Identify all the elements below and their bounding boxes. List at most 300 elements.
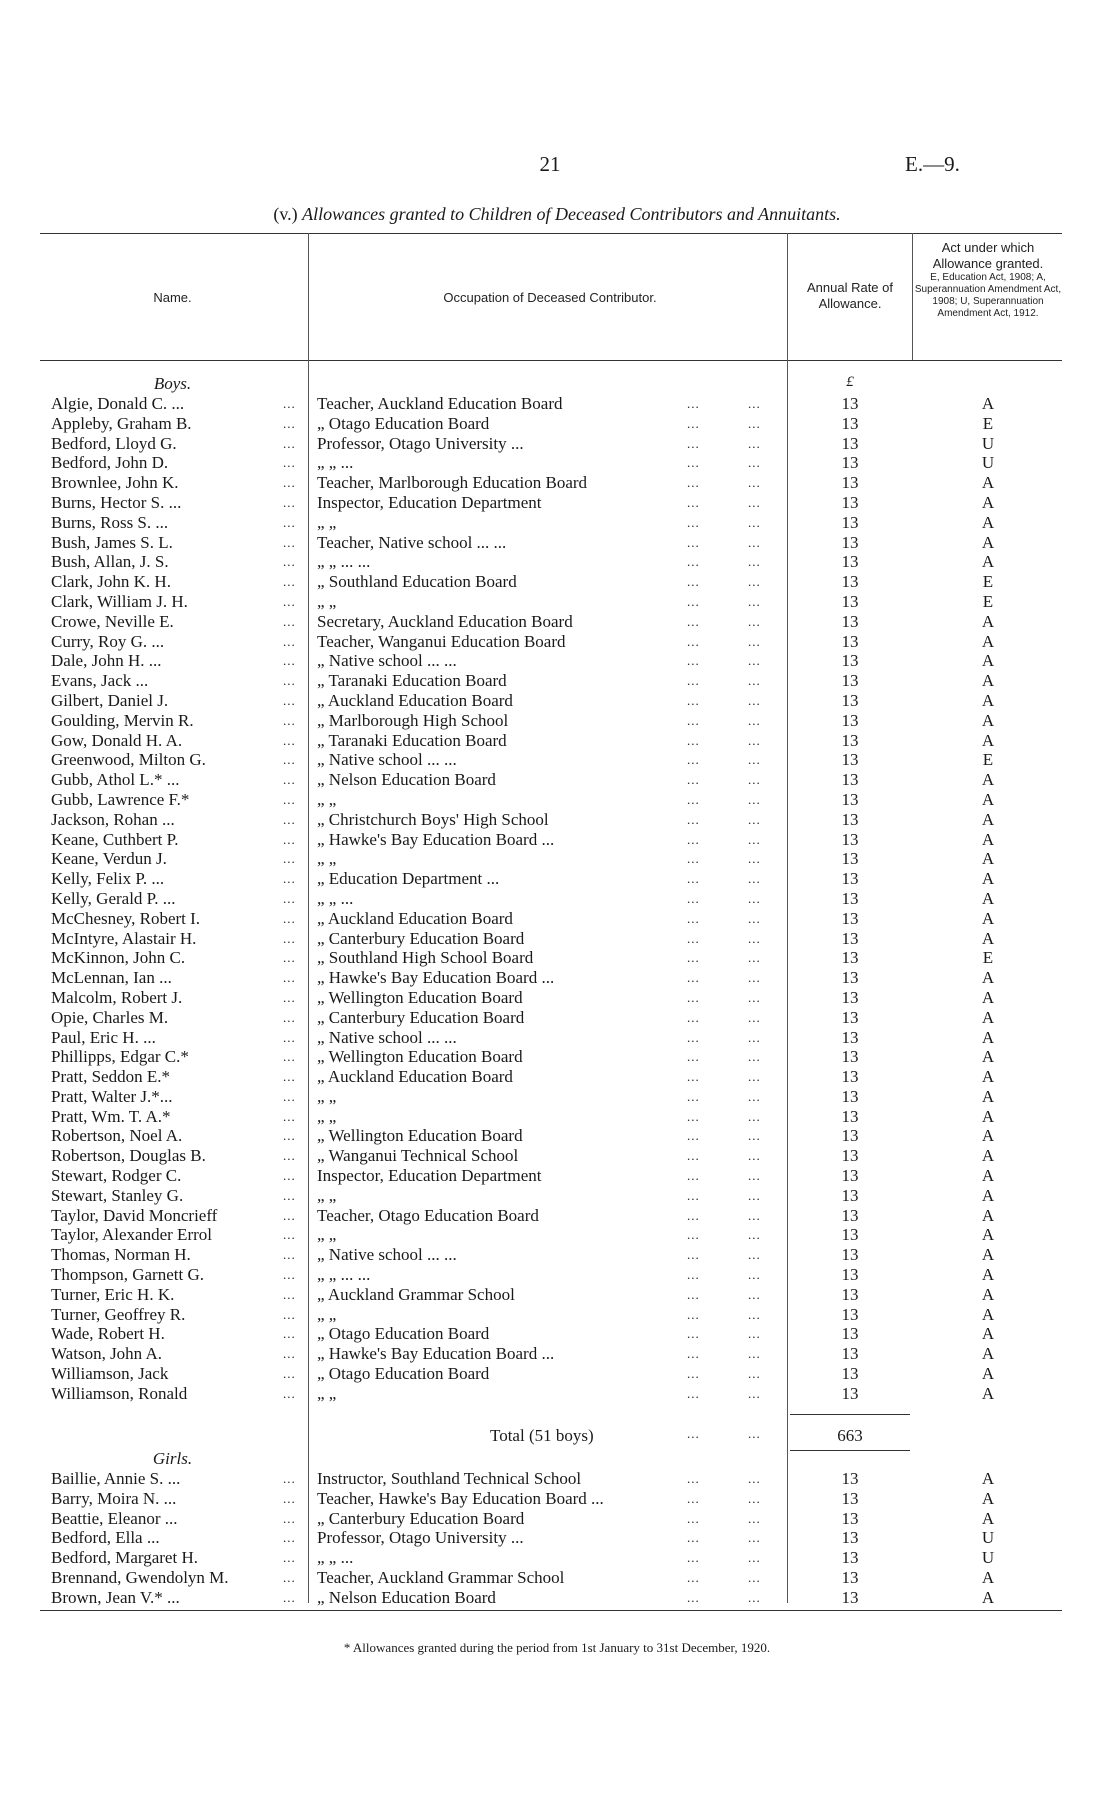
- annual-rate: 13: [841, 869, 859, 889]
- leader-dots: ...: [687, 1346, 700, 1362]
- leader-dots: ...: [748, 732, 761, 748]
- occupation: „ „ ...: [317, 888, 354, 908]
- annual-rate: 13: [841, 671, 859, 691]
- section-label-boys: Boys.: [153, 374, 192, 393]
- child-name: Gubb, Athol L.* ...: [51, 770, 180, 790]
- annual-rate: 13: [841, 1007, 859, 1027]
- child-name: Baillie, Annie S. ...: [51, 1469, 181, 1488]
- leader-dots: ...: [687, 1128, 700, 1144]
- table-row: [0, 1008, 1114, 1028]
- column-header-act-detail: E, Education Act, 1908; A, Superannuation Amendment Act, 1908; U, Superannuation Amendment Act, 1912.: [914, 272, 1062, 319]
- occupation: „ Canterbury Education Board: [317, 928, 525, 948]
- leader-dots: ...: [687, 752, 700, 768]
- leader-dots: ...: [687, 1267, 700, 1283]
- annual-rate: 13: [841, 789, 859, 809]
- leader-dots: ...: [283, 534, 296, 550]
- leader-dots: ...: [283, 871, 296, 887]
- occupation: „ Otago Education Board: [317, 1324, 490, 1344]
- act-code: A: [981, 1086, 995, 1106]
- table-row: [0, 632, 1114, 652]
- occupation: „ Otago Education Board: [317, 1364, 490, 1384]
- leader-dots: ...: [687, 1247, 700, 1263]
- table-row: [0, 1225, 1114, 1245]
- leader-dots: ...: [687, 1286, 700, 1302]
- boys-total-value: 663: [837, 1426, 863, 1445]
- leader-dots: ...: [748, 633, 761, 649]
- leader-dots: ...: [748, 1346, 761, 1362]
- child-name: Greenwood, Milton G.: [51, 750, 206, 770]
- leader-dots: ...: [283, 890, 296, 906]
- annual-rate: 13: [841, 1205, 859, 1225]
- leader-dots: ...: [687, 811, 700, 827]
- child-name: Keane, Cuthbert P.: [51, 829, 179, 849]
- table-row: [0, 968, 1114, 988]
- occupation: „ „: [317, 1383, 337, 1403]
- annual-rate: 13: [841, 1225, 859, 1245]
- occupation: Inspector, Education Department: [317, 492, 542, 512]
- total-bottom-rule: [790, 1450, 910, 1451]
- leader-dots: ...: [283, 633, 296, 649]
- currency-symbol: £: [846, 374, 854, 390]
- table-row: [0, 988, 1114, 1008]
- table-row: [0, 394, 1114, 414]
- occupation: „ Nelson Education Board: [317, 1587, 496, 1607]
- annual-rate: 13: [841, 631, 859, 651]
- child-name: Barry, Moira N. ...: [51, 1488, 177, 1508]
- leader-dots: ...: [687, 1326, 700, 1342]
- act-code: A: [981, 1567, 995, 1587]
- act-code: A: [981, 1126, 995, 1146]
- leader-dots: ...: [748, 791, 761, 807]
- occupation: „ „: [317, 591, 337, 611]
- act-code: A: [981, 968, 995, 988]
- leader-dots: ...: [283, 396, 296, 411]
- occupation: Teacher, Native school ... ...: [317, 532, 507, 552]
- table-row: [0, 1047, 1114, 1067]
- child-name: Bedford, Margaret H.: [51, 1548, 198, 1568]
- annual-rate: 13: [841, 1265, 859, 1285]
- leader-dots: ...: [748, 1227, 761, 1243]
- leader-dots: ...: [687, 593, 700, 609]
- leader-dots: ...: [687, 1187, 700, 1203]
- child-name: McLennan, Ian ...: [51, 968, 172, 988]
- leader-dots: ...: [283, 613, 296, 629]
- act-code: A: [981, 829, 995, 849]
- occupation: „ „: [317, 1106, 337, 1126]
- act-code: A: [981, 1304, 995, 1324]
- leader-dots: ...: [687, 1088, 700, 1104]
- leader-dots: ...: [748, 1471, 761, 1486]
- annual-rate: 13: [841, 1528, 859, 1548]
- annual-rate: 13: [841, 1067, 859, 1087]
- occupation: „ Wanganui Technical School: [317, 1146, 519, 1166]
- table-row: [0, 572, 1114, 592]
- act-code: A: [981, 611, 995, 631]
- column-header-occupation: Occupation of Deceased Contributor.: [443, 290, 657, 305]
- occupation: Teacher, Auckland Education Board: [317, 394, 563, 413]
- leader-dots: ...: [687, 1009, 700, 1025]
- act-code: A: [981, 770, 995, 790]
- act-code: A: [981, 987, 995, 1007]
- leader-dots: ...: [687, 1168, 700, 1184]
- leader-dots: ...: [687, 1306, 700, 1322]
- annual-rate: 13: [841, 1086, 859, 1106]
- child-name: Brown, Jean V.* ...: [51, 1587, 180, 1607]
- table-row: [0, 948, 1114, 968]
- leader-dots: ...: [748, 1267, 761, 1283]
- child-name: Bedford, Lloyd G.: [51, 433, 177, 453]
- act-code: A: [981, 809, 995, 829]
- annual-rate: 13: [841, 1548, 859, 1568]
- child-name: Stewart, Stanley G.: [51, 1185, 184, 1205]
- child-name: Gubb, Lawrence F.*: [51, 789, 190, 809]
- table-row: [0, 1344, 1114, 1364]
- child-name: McChesney, Robert I.: [51, 908, 201, 928]
- leader-dots: ...: [748, 494, 761, 510]
- leader-dots: ...: [748, 435, 761, 451]
- leader-dots: ...: [283, 1207, 296, 1223]
- act-code: A: [981, 1364, 995, 1384]
- leader-dots: ...: [748, 950, 761, 966]
- leader-dots: ...: [687, 1029, 700, 1045]
- document-code: E.—9.: [905, 152, 960, 176]
- child-name: Robertson, Douglas B.: [51, 1146, 206, 1166]
- leader-dots: ...: [283, 1227, 296, 1243]
- leader-dots: ...: [283, 1128, 296, 1144]
- table-row: [0, 1509, 1114, 1529]
- leader-dots: ...: [283, 1326, 296, 1342]
- child-name: Bedford, John D.: [51, 453, 169, 473]
- occupation: „ Auckland Education Board: [317, 690, 513, 710]
- annual-rate: 13: [841, 512, 859, 532]
- act-code: A: [981, 1469, 995, 1488]
- table-row: [0, 1588, 1114, 1608]
- act-code: A: [981, 532, 995, 552]
- act-code: A: [981, 1587, 995, 1607]
- leader-dots: ...: [283, 1049, 296, 1065]
- occupation: „ Canterbury Education Board: [317, 1508, 525, 1528]
- annual-rate: 13: [841, 473, 859, 493]
- leader-dots: ...: [748, 1569, 761, 1585]
- act-code: A: [981, 908, 995, 928]
- child-name: Beattie, Eleanor ...: [51, 1508, 178, 1528]
- table-row: [0, 1107, 1114, 1127]
- occupation: „ „: [317, 1086, 337, 1106]
- table-row: [0, 1245, 1114, 1265]
- header-bottom-rule: [40, 360, 1062, 361]
- leader-dots: ...: [283, 930, 296, 946]
- table-row: [0, 889, 1114, 909]
- act-code: U: [981, 1528, 995, 1548]
- act-code: A: [981, 869, 995, 889]
- annual-rate: 13: [841, 908, 859, 928]
- leader-dots: ...: [283, 1385, 296, 1401]
- leader-dots: ...: [748, 1426, 761, 1441]
- leader-dots: ...: [748, 1286, 761, 1302]
- table-row: [0, 612, 1114, 632]
- occupation: „ Otago Education Board: [317, 413, 490, 433]
- occupation: „ Taranaki Education Board: [317, 671, 507, 691]
- act-code: E: [982, 591, 994, 611]
- act-code: A: [981, 1225, 995, 1245]
- leader-dots: ...: [283, 831, 296, 847]
- annual-rate: 13: [841, 1185, 859, 1205]
- leader-dots: ...: [687, 712, 700, 728]
- leader-dots: ...: [283, 475, 296, 491]
- leader-dots: ...: [748, 1069, 761, 1085]
- child-name: Goulding, Mervin R.: [51, 710, 194, 730]
- child-name: Evans, Jack ...: [51, 671, 149, 691]
- child-name: Keane, Verdun J.: [51, 849, 167, 869]
- table-row: [0, 1146, 1114, 1166]
- annual-rate: 13: [841, 849, 859, 869]
- annual-rate: 13: [841, 809, 859, 829]
- leader-dots: ...: [748, 514, 761, 530]
- occupation: Secretary, Auckland Education Board: [317, 611, 573, 631]
- annual-rate: 13: [841, 1284, 859, 1304]
- child-name: Thompson, Garnett G.: [51, 1265, 204, 1285]
- occupation: „ Native school ... ...: [317, 1245, 457, 1265]
- leader-dots: ...: [283, 910, 296, 926]
- annual-rate: 13: [841, 1488, 859, 1508]
- occupation: Professor, Otago University ...: [317, 1528, 524, 1548]
- leader-dots: ...: [283, 989, 296, 1005]
- table-row: [0, 1324, 1114, 1344]
- boys-total-label: Total (51 boys): [490, 1426, 594, 1445]
- leader-dots: ...: [687, 732, 700, 748]
- annual-rate: 13: [841, 492, 859, 512]
- annual-rate: 13: [841, 453, 859, 473]
- leader-dots: ...: [687, 633, 700, 649]
- child-name: Brownlee, John K.: [51, 473, 179, 493]
- leader-dots: ...: [283, 1530, 296, 1546]
- child-name: McIntyre, Alastair H.: [51, 928, 197, 948]
- table-row: [0, 1028, 1114, 1048]
- table-row: [0, 552, 1114, 572]
- act-code: A: [981, 1488, 995, 1508]
- table-row: [0, 1305, 1114, 1325]
- occupation: „ Education Department ...: [317, 869, 500, 889]
- leader-dots: ...: [687, 1550, 700, 1566]
- leader-dots: ...: [283, 574, 296, 590]
- occupation: „ Native school ... ...: [317, 651, 457, 671]
- leader-dots: ...: [283, 1009, 296, 1025]
- occupation: Teacher, Wanganui Education Board: [317, 631, 566, 651]
- child-name: Bush, Allan, J. S.: [51, 552, 169, 572]
- occupation: „ Southland Education Board: [317, 572, 517, 592]
- table-row: [0, 1469, 1114, 1489]
- leader-dots: ...: [687, 851, 700, 867]
- leader-dots: ...: [687, 890, 700, 906]
- leader-dots: ...: [748, 712, 761, 728]
- child-name: Paul, Eric H. ...: [51, 1027, 156, 1047]
- child-name: Clark, John K. H.: [51, 572, 171, 592]
- child-name: Pratt, Seddon E.*: [51, 1067, 170, 1087]
- leader-dots: ...: [748, 1088, 761, 1104]
- act-code: E: [982, 948, 994, 968]
- leader-dots: ...: [687, 950, 700, 966]
- leader-dots: ...: [283, 791, 296, 807]
- act-code: A: [981, 512, 995, 532]
- table-row: [0, 473, 1114, 493]
- leader-dots: ...: [687, 1366, 700, 1382]
- leader-dots: ...: [687, 910, 700, 926]
- leader-dots: ...: [748, 673, 761, 689]
- child-name: Kelly, Felix P. ...: [51, 869, 165, 889]
- act-code: A: [981, 1106, 995, 1126]
- leader-dots: ...: [748, 613, 761, 629]
- leader-dots: ...: [687, 1207, 700, 1223]
- child-name: Wade, Robert H.: [51, 1324, 165, 1344]
- act-code: A: [981, 730, 995, 750]
- child-name: Thomas, Norman H.: [51, 1245, 191, 1265]
- leader-dots: ...: [283, 455, 296, 471]
- annual-rate: 13: [841, 690, 859, 710]
- annual-rate: 13: [841, 829, 859, 849]
- occupation: „ Wellington Education Board: [317, 1126, 523, 1146]
- leader-dots: ...: [687, 1530, 700, 1546]
- table-row: [0, 770, 1114, 790]
- table-row: [0, 1489, 1114, 1509]
- leader-dots: ...: [283, 653, 296, 669]
- child-name: Phillipps, Edgar C.*: [51, 1047, 189, 1067]
- annual-rate: 13: [841, 968, 859, 988]
- leader-dots: ...: [748, 1049, 761, 1065]
- leader-dots: ...: [687, 1510, 700, 1526]
- leader-dots: ...: [748, 1128, 761, 1144]
- child-name: Malcolm, Robert J.: [51, 987, 183, 1007]
- leader-dots: ...: [283, 1108, 296, 1124]
- leader-dots: ...: [748, 396, 761, 411]
- leader-dots: ...: [748, 1009, 761, 1025]
- leader-dots: ...: [687, 514, 700, 530]
- table-row: [0, 1265, 1114, 1285]
- annual-rate: 13: [841, 1106, 859, 1126]
- child-name: Algie, Donald C. ...: [51, 394, 185, 413]
- act-code: A: [981, 1284, 995, 1304]
- leader-dots: ...: [687, 1148, 700, 1164]
- leader-dots: ...: [748, 811, 761, 827]
- annual-rate: 13: [841, 1146, 859, 1166]
- table-title-text: Allowances granted to Children of Deceased Contributors and Annuitants.: [302, 204, 841, 224]
- child-name: Williamson, Ronald: [51, 1383, 188, 1403]
- leader-dots: ...: [283, 1286, 296, 1302]
- annual-rate: 13: [841, 928, 859, 948]
- child-name: Dale, John H. ...: [51, 651, 162, 671]
- leader-dots: ...: [687, 1385, 700, 1401]
- leader-dots: ...: [748, 851, 761, 867]
- leader-dots: ...: [283, 970, 296, 986]
- leader-dots: ...: [748, 554, 761, 570]
- leader-dots: ...: [748, 1148, 761, 1164]
- leader-dots: ...: [748, 930, 761, 946]
- leader-dots: ...: [687, 574, 700, 590]
- child-name: Jackson, Rohan ...: [51, 809, 175, 829]
- table-row: [0, 493, 1114, 513]
- table-row: [0, 1285, 1114, 1305]
- occupation: „ „: [317, 1225, 337, 1245]
- occupation: Teacher, Auckland Grammar School: [317, 1567, 565, 1587]
- leader-dots: ...: [687, 970, 700, 986]
- annual-rate: 13: [841, 1567, 859, 1587]
- footnote: * Allowances granted during the period from 1st January to 31st December, 1920.: [343, 1640, 771, 1655]
- act-code: A: [981, 1205, 995, 1225]
- table-title-prefix: (v.): [273, 204, 298, 224]
- table-row: [0, 1548, 1114, 1568]
- leader-dots: ...: [283, 1490, 296, 1506]
- leader-dots: ...: [283, 1366, 296, 1382]
- act-code: A: [981, 849, 995, 869]
- table-row: [0, 909, 1114, 929]
- leader-dots: ...: [283, 811, 296, 827]
- leader-dots: ...: [283, 435, 296, 451]
- annual-rate: 13: [841, 413, 859, 433]
- leader-dots: ...: [687, 1589, 700, 1605]
- table-row: [0, 651, 1114, 671]
- annual-rate: 13: [841, 1587, 859, 1607]
- act-code: A: [981, 552, 995, 572]
- header-top-rule: [40, 233, 1062, 234]
- occupation: „ „: [317, 1185, 337, 1205]
- child-name: Burns, Hector S. ...: [51, 492, 182, 512]
- leader-dots: ...: [283, 494, 296, 510]
- child-name: Stewart, Rodger C.: [51, 1166, 182, 1186]
- table-row: [0, 1067, 1114, 1087]
- leader-dots: ...: [748, 1385, 761, 1401]
- child-name: Williamson, Jack: [51, 1364, 169, 1384]
- leader-dots: ...: [687, 831, 700, 847]
- leader-dots: ...: [687, 673, 700, 689]
- table-row: [0, 790, 1114, 810]
- act-code: A: [981, 1324, 995, 1344]
- boys-table-body: [0, 394, 1114, 1404]
- child-name: Pratt, Walter J.*...: [51, 1086, 173, 1106]
- leader-dots: ...: [687, 1069, 700, 1085]
- child-name: Clark, William J. H.: [51, 591, 188, 611]
- annual-rate: 13: [841, 1324, 859, 1344]
- leader-dots: ...: [283, 415, 296, 431]
- leader-dots: ...: [283, 1550, 296, 1566]
- table-row: [0, 929, 1114, 949]
- occupation: „ Native school ... ...: [317, 1027, 457, 1047]
- annual-rate: 13: [841, 1344, 859, 1364]
- table-row: [0, 1206, 1114, 1226]
- child-name: Appleby, Graham B.: [51, 413, 192, 433]
- annual-rate: 13: [841, 1027, 859, 1047]
- child-name: Turner, Eric H. K.: [51, 1284, 175, 1304]
- occupation: „ „: [317, 1304, 337, 1324]
- occupation: „ Auckland Education Board: [317, 908, 513, 928]
- leader-dots: ...: [748, 415, 761, 431]
- leader-dots: ...: [283, 1148, 296, 1164]
- child-name: Gow, Donald H. A.: [51, 730, 183, 750]
- table-row: [0, 731, 1114, 751]
- act-code: A: [981, 1383, 995, 1403]
- leader-dots: ...: [283, 851, 296, 867]
- leader-dots: ...: [687, 415, 700, 431]
- leader-dots: ...: [748, 1247, 761, 1263]
- leader-dots: ...: [283, 752, 296, 768]
- annual-rate: 13: [841, 1383, 859, 1403]
- leader-dots: ...: [283, 593, 296, 609]
- occupation: „ Canterbury Education Board: [317, 1007, 525, 1027]
- annual-rate: 13: [841, 770, 859, 790]
- child-name: Turner, Geoffrey R.: [51, 1304, 186, 1324]
- total-top-rule: [790, 1414, 910, 1415]
- leader-dots: ...: [687, 554, 700, 570]
- leader-dots: ...: [687, 1426, 700, 1441]
- leader-dots: ...: [748, 1530, 761, 1546]
